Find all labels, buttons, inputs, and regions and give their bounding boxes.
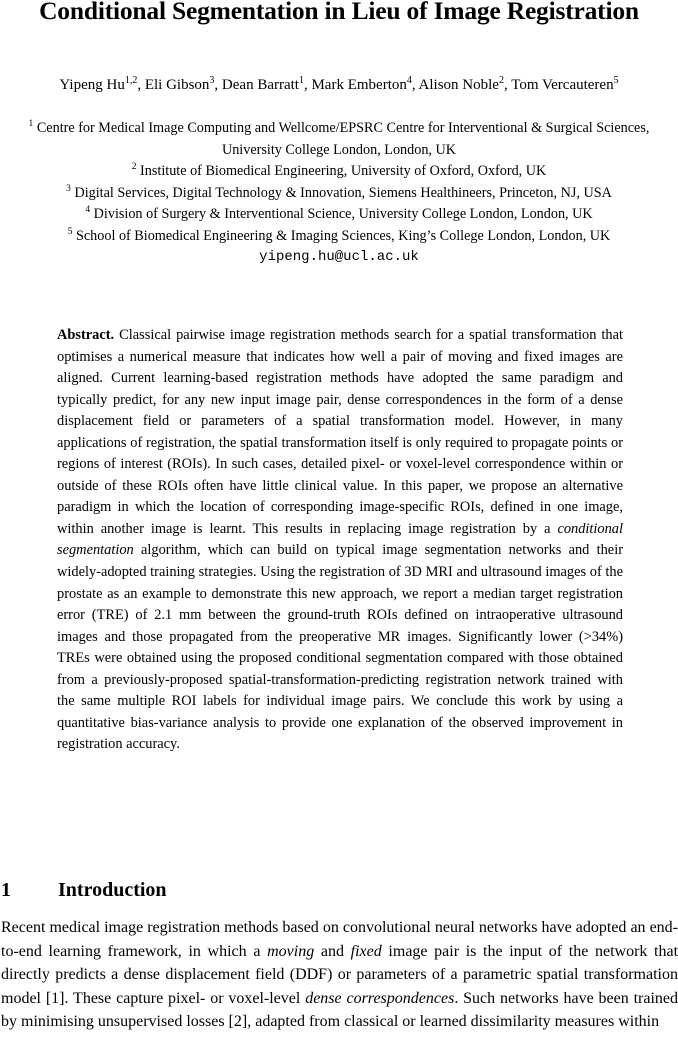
affiliation: $^2$ Institute of Biomedical Engineering, University of Oxford, Oxford, UK [131, 162, 547, 180]
affiliation: $^4$ Division of Surgery & Interventional Science, University College London, London, UK [85, 205, 593, 223]
section-number: 1 [1, 879, 11, 901]
abstract-text: algorithm, which can build on typical image segmentation networks and their widely-adopted training strategies. Using the registration of 3D MRI and ultrasound images of the prostate as an example to demonstrate this new approach, we report a median target registration error (TRE) of 2.1 mm between the ground-truth ROIs defined on intraoperative ultrasound images and those propagated from the preoperative MR images. Significantly lower (>34%) TREs were obtained using the proposed conditional segmentation compared with those obtained from a previously-proposed spatial-transformation-predicting registration network trained with the same multiple ROI labels for individual image pairs. We conclude this work by using a quantitative bias-variance analysis to provide one explanation of the observed improvement in registration accuracy. [57, 542, 623, 753]
author: Alison Noble$^2$, [418, 75, 512, 93]
section-heading [1, 879, 167, 902]
affiliation: $^1$ Centre for Medical Image Computing and Wellcome/EPSRC Centre for Interventional & Surgical Sciences, University College London, London, UK [28, 119, 650, 158]
affiliation: $^3$ Digital Services, Digital Technology & Innovation, Siemens Healthineers, Princeton, NJ, USA [66, 183, 612, 201]
abstract [57, 325, 623, 756]
intro-paragraph: Recent medical image registration methods based on convolutional neural networks have adopted an end-to-end learning framework, in which a moving and fixed image pair is the input of the network that directly predicts a dense displacement field (DDF) or parameters of a parametric spatial transformation model [1]. These capture pixel- or voxel-level dense correspondences. Such networks have been trained by minimising unsupervised losses [2], adapted from classical or learned dissimilarity measures within [1, 919, 678, 1031]
author-email-link[interactable]: yipeng.hu@ucl.ac.uk [259, 248, 419, 265]
author: Yipeng Hu$^{1,2}$, [59, 75, 145, 93]
author: Eli Gibson$^3$, [144, 75, 222, 93]
abstract-label: Abstract. [57, 327, 115, 343]
affiliation-list [28, 118, 650, 266]
abstract-emphasis: conditional segmentation [57, 520, 623, 559]
author: Mark Emberton$^4$, [311, 75, 419, 93]
author: Dean Barratt$^1$, [221, 75, 312, 93]
section-title: Introduction [58, 879, 167, 901]
affiliation: $^5$ School of Biomedical Engineering & Imaging Sciences, King’s College London, London, UK [67, 226, 611, 244]
author-list [0, 77, 678, 94]
paper-title: Conditional Segmentation in Lieu of Image Registration [39, 0, 639, 25]
abstract-text: Classical pairwise image registration methods search for a spatial transformation that optimises a numerical measure that indicates how well a pair of moving and fixed images are aligned. Current learning-based registration methods have adopted the same paradigm and typically predict, for any new input image pair, dense correspondences in the form of a dense displacement field or parameters of a spatial transformation model. However, in many applications of registration, the spatial transformation itself is only required to propagate points or regions of interest (ROIs). In such cases, detailed pixel- or voxel-level correspondence within or outside of these ROIs often have little clinical value. In this paper, we propose an alternative paradigm in which the location of corresponding image-specific ROIs, defined in one image, within another image is learnt. This results in replacing image registration by a [57, 327, 623, 537]
author: Tom Vercauteren$^5$ [511, 75, 619, 93]
